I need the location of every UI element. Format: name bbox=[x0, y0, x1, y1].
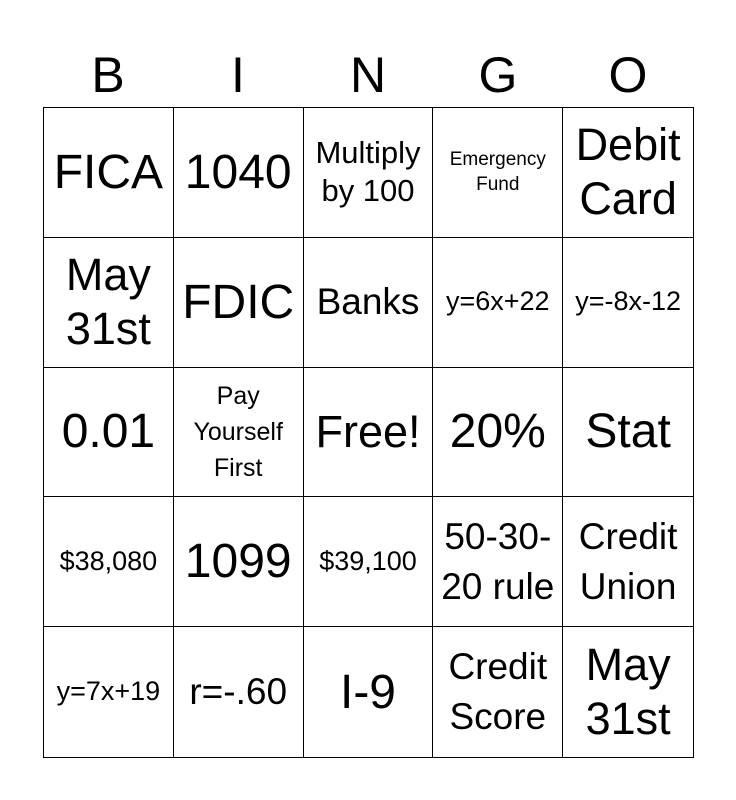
bingo-cell[interactable] bbox=[433, 627, 563, 757]
bingo-cell[interactable] bbox=[174, 497, 304, 627]
bingo-cell[interactable] bbox=[174, 238, 304, 368]
cell-text: Credit Score bbox=[448, 646, 548, 738]
cell-text: Pay Yourself First bbox=[193, 381, 283, 483]
bingo-cell[interactable] bbox=[433, 368, 563, 498]
header-letter-i: I bbox=[231, 47, 245, 103]
bingo-cell[interactable] bbox=[563, 238, 693, 368]
bingo-cell[interactable] bbox=[563, 627, 693, 757]
cell-text: Free! bbox=[315, 405, 421, 457]
cell-text: y=7x+19 bbox=[56, 676, 161, 707]
cell-text: Credit Union bbox=[578, 515, 678, 607]
header-letter-o: O bbox=[608, 47, 648, 103]
header-letter-g: G bbox=[478, 47, 518, 103]
cell-text: Banks bbox=[316, 281, 420, 323]
bingo-cell[interactable] bbox=[44, 108, 174, 238]
cell-text: $39,100 bbox=[319, 545, 417, 576]
cell-text: r=-.60 bbox=[189, 671, 288, 713]
cell-text: I-9 bbox=[339, 665, 396, 719]
cell-text: y=-8x-12 bbox=[575, 286, 681, 317]
bingo-cell[interactable] bbox=[304, 108, 434, 238]
bingo-cell[interactable] bbox=[44, 368, 174, 498]
cell-text: 1040 bbox=[184, 145, 292, 199]
bingo-cell[interactable] bbox=[174, 108, 304, 238]
cell-text: FDIC bbox=[182, 275, 295, 329]
bingo-cell[interactable] bbox=[174, 627, 304, 757]
cell-text: 1099 bbox=[184, 535, 292, 589]
bingo-cell[interactable] bbox=[44, 238, 174, 368]
cell-text: May 31st bbox=[65, 249, 151, 355]
bingo-cell[interactable] bbox=[563, 497, 693, 627]
bingo-cell[interactable] bbox=[563, 368, 693, 498]
bingo-cell[interactable] bbox=[304, 497, 434, 627]
cell-text: $38,080 bbox=[59, 545, 158, 576]
cell-text: Debit Card bbox=[575, 119, 681, 225]
cell-text: Stat bbox=[585, 405, 671, 459]
cell-text: Multiply by 100 bbox=[315, 134, 421, 209]
bingo-cell[interactable] bbox=[433, 497, 563, 627]
header-letter-b: B bbox=[91, 47, 125, 103]
bingo-cell[interactable] bbox=[563, 108, 693, 238]
bingo-cell[interactable] bbox=[433, 108, 563, 238]
bingo-cell[interactable] bbox=[433, 238, 563, 368]
cell-text: FICA bbox=[53, 145, 164, 199]
bingo-cell[interactable] bbox=[44, 497, 174, 627]
bingo-cell[interactable] bbox=[44, 627, 174, 757]
header-letter-n: N bbox=[349, 47, 387, 103]
cell-text: May 31st bbox=[585, 639, 671, 745]
bingo-header bbox=[43, 42, 693, 108]
bingo-cell[interactable] bbox=[304, 368, 434, 498]
bingo-cell[interactable] bbox=[304, 238, 434, 368]
cell-text: 50-30-20 rule bbox=[441, 515, 555, 607]
bingo-board bbox=[43, 107, 694, 758]
cell-text: 0.01 bbox=[61, 405, 156, 459]
cell-text: Emergency Fund bbox=[449, 148, 546, 196]
bingo-cell[interactable] bbox=[174, 368, 304, 498]
bingo-cell[interactable] bbox=[304, 627, 434, 757]
cell-text: y=6x+22 bbox=[445, 286, 550, 317]
cell-text: 20% bbox=[449, 405, 546, 459]
